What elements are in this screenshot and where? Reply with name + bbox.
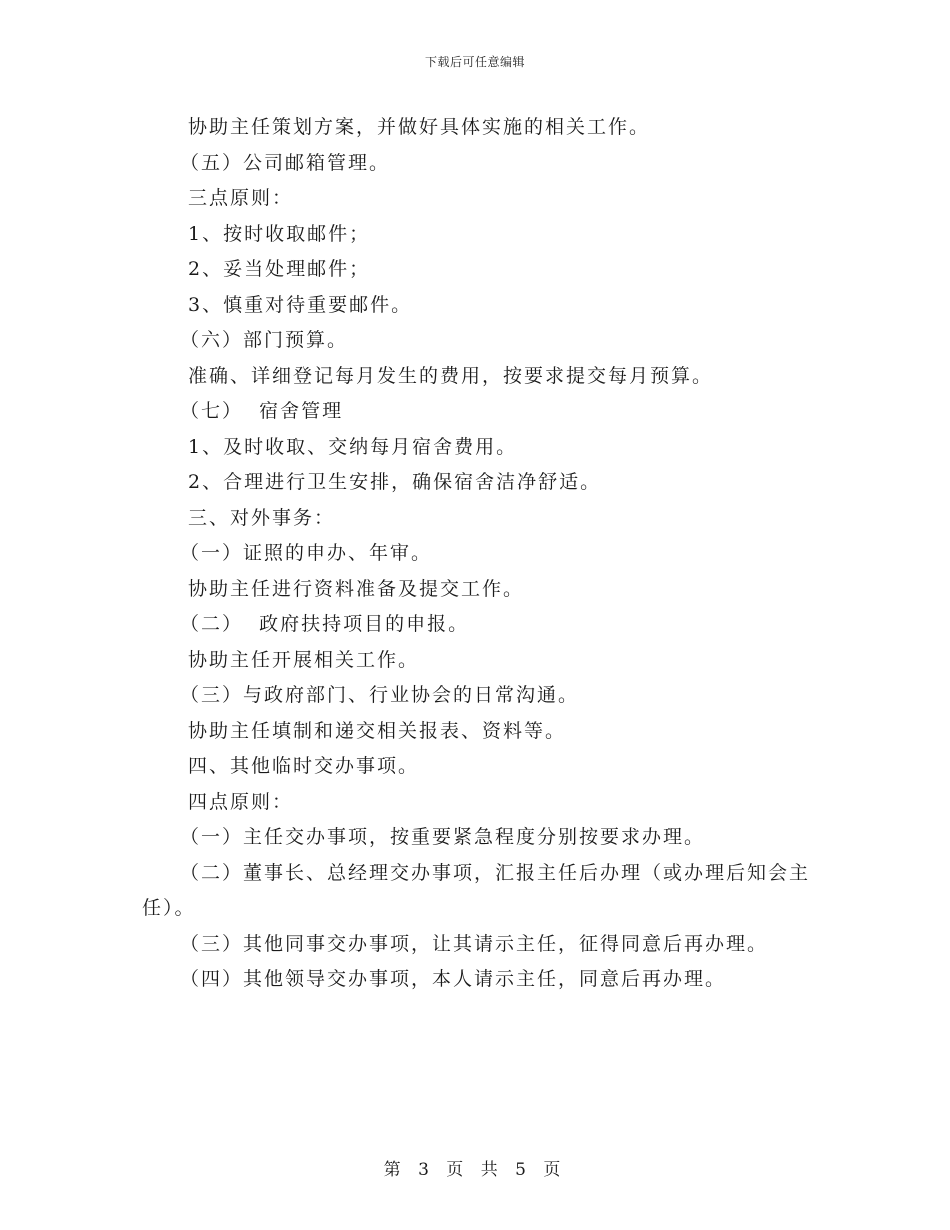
paragraph-line: 协助主任进行资料准备及提交工作。	[188, 577, 525, 600]
list-item: 1、按时收取邮件；	[188, 222, 371, 245]
section-heading: （三）与政府部门、行业协会的日常沟通。	[180, 684, 580, 706]
section-heading: （二） 政府扶持项目的申报。	[180, 613, 470, 635]
principle-item: （一）主任交办事项，按重要紧急程度分别按要求办理。	[180, 826, 706, 848]
page-number-footer: 第 3 页 共 5 页	[383, 1160, 567, 1180]
paragraph-line: 准确、详细登记每月发生的费用，按要求提交每月预算。	[188, 364, 714, 387]
list-item: 2、妥当处理邮件；	[188, 258, 371, 280]
chapter-heading: 三、对外事务：	[188, 506, 336, 529]
principle-item: （二）董事长、总经理交办事项，汇报主任后办理（或办理后知会主任）。	[142, 861, 811, 919]
section-heading: （六）部门预算。	[180, 329, 349, 351]
chapter-heading: 四、其他临时交办事项。	[188, 755, 420, 777]
paragraph-line: 协助主任填制和递交相关报表、资料等。	[188, 719, 567, 742]
page-header: 下载后可任意编辑	[424, 55, 525, 69]
section-heading: （七） 宿舍管理	[180, 400, 344, 422]
principle-item: （三）其他同事交办事项，让其请示主任，征得同意后再办理。	[180, 932, 769, 955]
list-item: 1、及时收取、交纳每月宿舍费用。	[188, 435, 518, 458]
paragraph-line: 三点原则：	[188, 187, 294, 209]
principle-item: （四）其他领导交办事项，本人请示主任，同意后再办理。	[180, 968, 727, 990]
paragraph-line: 协助主任开展相关工作。	[188, 648, 420, 671]
list-item: 3、慎重对待重要邮件。	[188, 293, 413, 316]
list-item: 2、合理进行卫生安排，确保宿舍洁净舒适。	[188, 471, 602, 493]
section-heading: （五）公司邮箱管理。	[180, 151, 391, 174]
paragraph-line: 四点原则：	[188, 790, 294, 813]
section-heading: （一）证照的申办、年审。	[180, 542, 433, 564]
document-body	[142, 110, 822, 998]
paragraph-line: 协助主任策划方案，并做好具体实施的相关工作。	[188, 116, 651, 138]
